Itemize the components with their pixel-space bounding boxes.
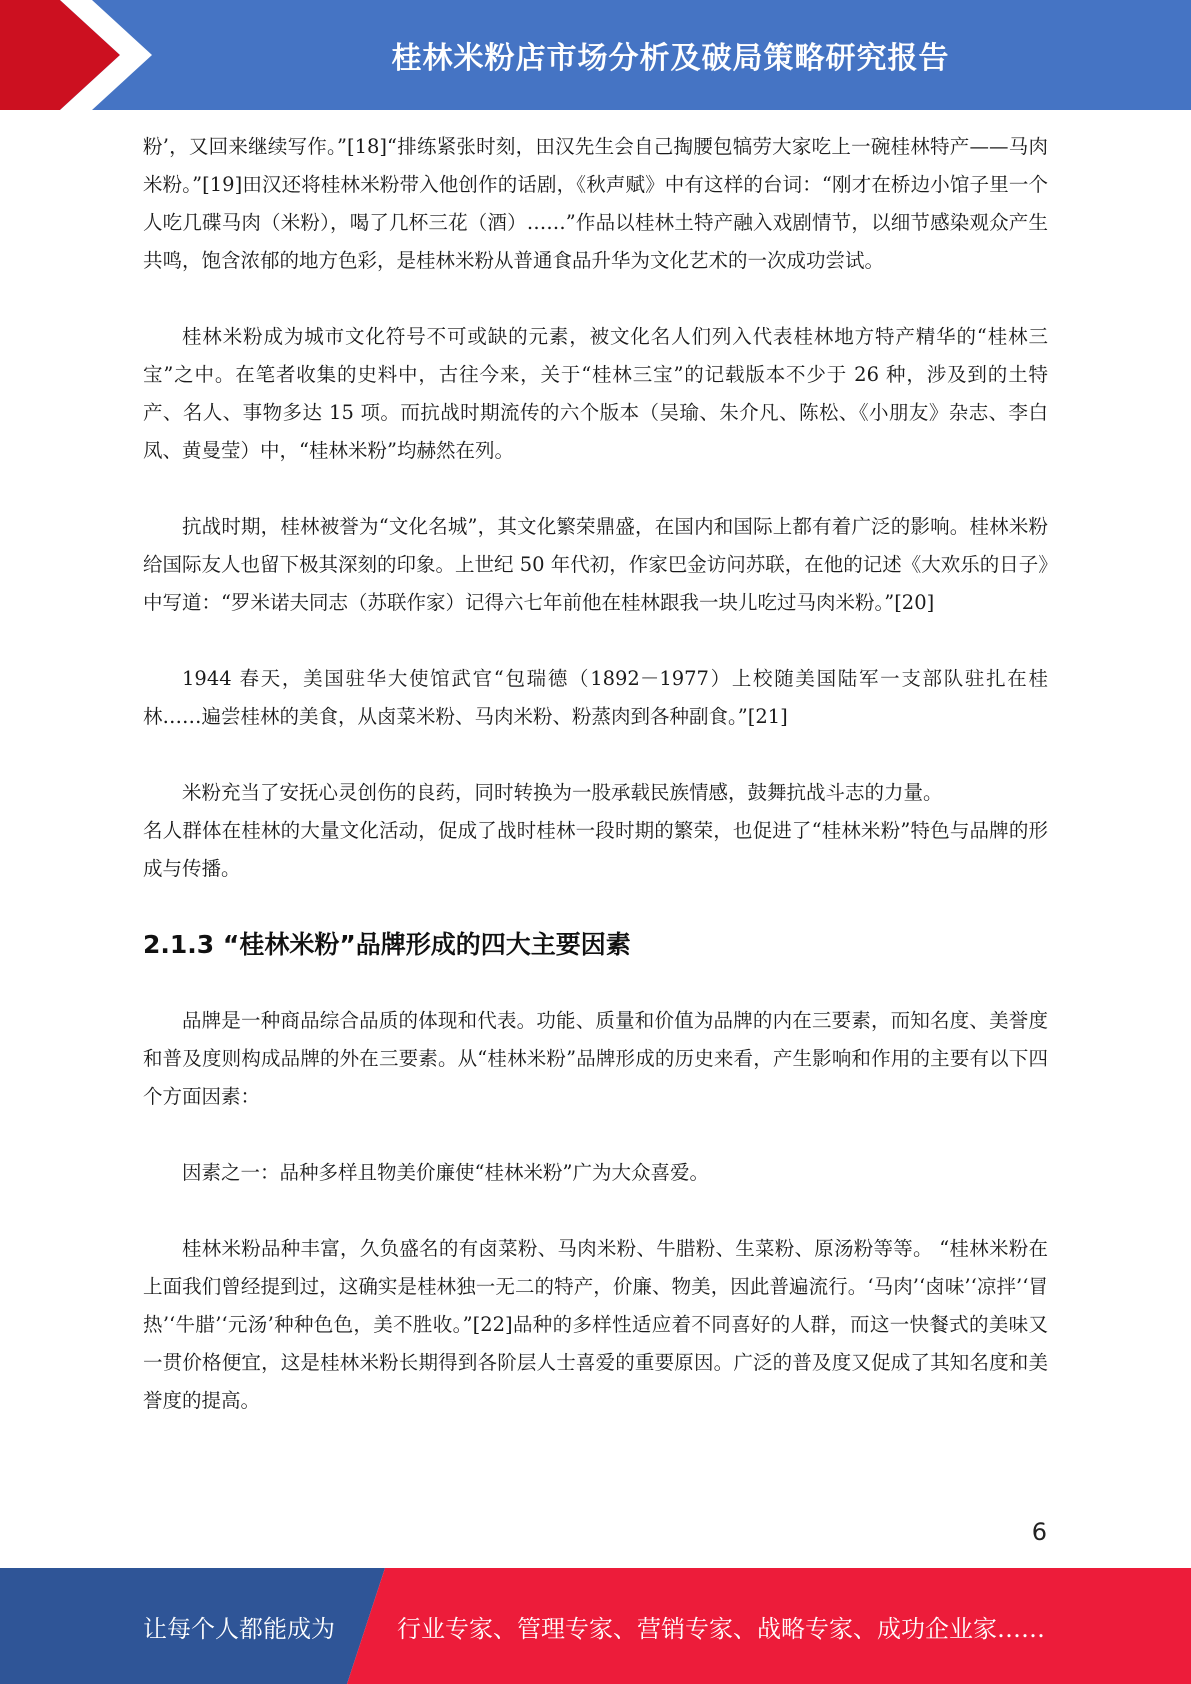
header-title: 桂林米粉店市场分析及破局策略研究报告 [391,41,950,76]
paragraph-4: 1944 春天，美国驻华大使馆武官“包瑞德（1892－1977）上校随美国陆军一支部队驻扎在桂林……遍尝桂林的美食，从卤菜米粉、马肉米粉、粉蒸肉到各种副食。”[21] [143,667,1048,728]
paragraph-7: 因素之一：品种多样且物美价廉使“桂林米粉”广为大众喜爱。 [182,1161,709,1184]
footer-slogan-right: 行业专家、管理专家、营销专家、战略专家、成功企业家…… [397,1614,1045,1643]
paragraph-1: 粉’，又回来继续写作。”[18]“排练紧张时刻，田汉先生会自己掏腰包犒劳大家吃上一碗桂林特产——马肉米粉。”[19]田汉还将桂林米粉带入他创作的话剧，《秋声赋》中有这样的台词：“刚才在桥边小馆子里一个人吃几碟马肉（米粉），喝了几杯三花（酒）……”作品以桂林土特产融入戏剧情节，以细节感染观众产生共鸣，饱含浓郁的地方色彩，是桂林米粉从普通食品升华为文化艺术的一次成功尝试。 [143,135,1048,272]
paragraph-2: 桂林米粉成为城市文化符号不可或缺的元素，被文化名人们列入代表桂林地方特产精华的“桂林三宝”之中。在笔者收集的史料中，古往今来，关于“桂林三宝”的记载版本不少于 26 种，涉及到的土特产、名人、事物多达 15 项。而抗战时期流传的六个版本（吴瑜、朱介凡、陈松、《小朋友》杂志、李白凤、黄曼莹）中，“桂林米粉”均赫然在列。 [143,325,1048,462]
footer-slogan-left: 让每个人都能成为 [143,1614,335,1643]
paragraph-5b: 名人群体在桂林的大量文化活动，促成了战时桂林一段时期的繁荣，也促进了“桂林米粉”特色与品牌的形成与传播。 [143,819,1048,880]
page-number: 6 [1031,1518,1047,1546]
paragraph-3: 抗战时期，桂林被誉为“文化名城”，其文化繁荣鼎盛，在国内和国际上都有着广泛的影响。桂林米粉给国际友人也留下极其深刻的印象。上世纪 50 年代初，作家巴金访问苏联，在他的记述《大欢乐的日子》中写道：“罗米诺夫同志（苏联作家）记得六七年前他在桂林跟我一块儿吃过马肉米粉。”[20] [143,515,1048,614]
document-body [143,128,1048,1420]
paragraph-8: 桂林米粉品种丰富，久负盛名的有卤菜粉、马肉米粉、牛腊粉、生菜粉、原汤粉等等。 “桂林米粉在上面我们曾经提到过，这确实是桂林独一无二的特产，价廉、物美，因此普遍流行。‘马肉’‘卤味’‘凉拌’‘冒热’‘牛腊’‘元汤’种种色色，美不胜收。”[22]品种的多样性适应着不同喜好的人群，而这一快餐式的美味又一贯价格便宜，这是桂林米粉长期得到各阶层人士喜爱的重要原因。广泛的普及度又促成了其知名度和美誉度的提高。 [143,1237,1048,1412]
paragraph-6: 品牌是一种商品综合品质的体现和代表。功能、质量和价值为品牌的内在三要素，而知名度、美誉度和普及度则构成品牌的外在三要素。从“桂林米粉”品牌形成的历史来看，产生影响和作用的主要有以下四个方面因素： [143,1009,1048,1108]
page-header [0,0,1191,110]
header-chevron-graphic [0,0,160,110]
paragraph-5a: 米粉充当了安抚心灵创伤的良药，同时转换为一股承载民族情感，鼓舞抗战斗志的力量。 [182,781,943,804]
page-footer [0,1568,1191,1684]
section-heading: 2.1.3 “桂林米粉”品牌形成的四大主要因素 [143,930,631,959]
